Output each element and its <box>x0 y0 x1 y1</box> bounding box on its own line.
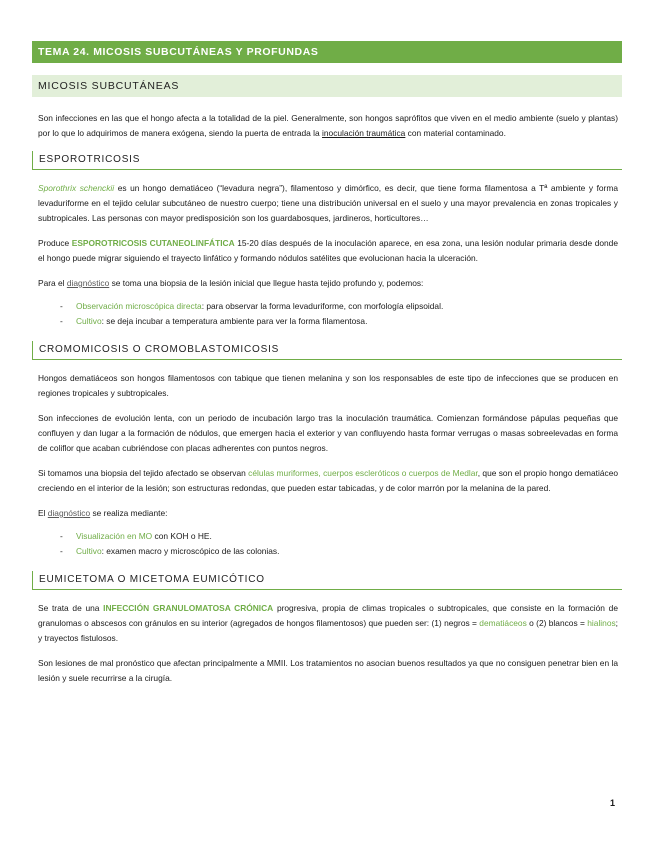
text-run: con material contaminado. <box>405 128 506 138</box>
text-run: 15-20 días después de la inoculación aparece, en esa zona, una lesión nodular primaria desde donde el hongo puede migrar siguiendo el trayecto linfático y formando nódulos satélites que evolucionan hacia la ulceración. <box>38 238 618 263</box>
list-item-term: Visualización en MO <box>76 531 153 541</box>
highlight-term: ESPOROTRICOSIS CUTANEOLINFÁTICA <box>71 238 235 248</box>
term-inoculacion-traumatica: inoculación traumática <box>322 128 406 138</box>
highlight-term: hialinos <box>587 618 616 628</box>
text-run: con KOH o HE. <box>152 531 212 541</box>
text-run: : examen macro y microscópico de las colonias. <box>101 546 280 556</box>
highlight-term: dematiáceos <box>479 618 527 628</box>
highlight-term: INFECCIÓN GRANULOMATOSA CRÓNICA <box>103 603 274 613</box>
list-item-term: Observación microscópica directa <box>76 301 202 311</box>
subsection-heading-cromomicosis: CROMOMICOSIS O CROMOBLASTOMICOSIS <box>32 341 622 360</box>
subsection-heading-esporotricosis: ESPOROTRICOSIS <box>32 151 622 170</box>
paragraph-diagnostico <box>32 276 622 291</box>
diagnostic-list <box>32 299 622 329</box>
paragraph-cromo-diagnostico <box>32 506 622 521</box>
text-run: Para el <box>38 278 67 288</box>
document-page <box>32 41 622 696</box>
list-item <box>60 299 622 314</box>
paragraph-intro <box>32 111 622 141</box>
text-run: es un hongo dematiáceo (“levadura negra”), filamentoso y dimórfico, es decir, que tiene forma filamentosa a Tª ambiente y forma levaduriforme en el tejido celular subcutáneo de nuestro cuerpo; tiene una distribución universal en el suelo y una mayor prevalencia en zonas tropicales y subtropicales. Las personas con mayor predisposición son los guardabosques, jardineros, horticultores… <box>38 183 618 223</box>
text-run: Si tomamos una biopsia del tejido afectado se observan <box>38 468 249 478</box>
paragraph-cromo-1: Hongos dematiáceos son hongos filamentosos con tabique que tienen melanina y son los responsables de este tipo de infecciones que se producen en regiones tropicales y subtropicales. <box>38 373 618 398</box>
text-run: o (2) blancos = <box>526 618 588 628</box>
text-run: Son infecciones en las que el hongo afecta a la totalidad de la piel. Generalmente, son hongos saprófitos que viven en el medio ambiente (suelo y plantas) por lo que lo adquirimos de manera exógena, siendo la puerta de entrada la <box>38 113 618 138</box>
text-run: se toma una biopsia de la lesión inicial que llegue hasta tejido profundo y, podemos: <box>109 278 424 288</box>
highlight-term: células muriformes, cuerpos escleróticos o cuerpos de Medlar <box>248 468 478 478</box>
text-run: se realiza mediante: <box>90 508 168 518</box>
text-run: ; y trayectos fistulosos. <box>38 618 618 643</box>
organism-name: Sporothrix schenckii <box>38 183 115 193</box>
text-run: : para observar la forma levaduriforme, con morfología elipsoidal. <box>201 301 444 311</box>
term-diagnostico: diagnóstico <box>66 278 110 288</box>
term-diagnostico: diagnóstico <box>47 508 91 518</box>
paragraph-cromo-2: Son infecciones de evolución lenta, con un periodo de incubación largo tras la inoculación traumática. Comienzan formándose pápulas pequeñas que confluyen y dan lugar a la formación de nódulos, que emergen hacia el exterior y van confluyendo hasta formar verrugas o masas sobreelevadas en forma de coliflor que acaban cubriéndose con placas adherentes con puntos negros. <box>38 413 618 453</box>
subsection-heading-eumicetoma: EUMICETOMA O MICETOMA EUMICÓTICO <box>32 571 622 590</box>
text-run: Produce <box>38 238 72 248</box>
paragraph-sporothrix <box>32 181 622 226</box>
paragraph-eumi-1 <box>32 601 622 646</box>
list-item-term: Cultivo <box>76 316 102 326</box>
list-item <box>60 544 622 559</box>
text-run: , que son el propio hongo dematiáceo creciendo en el interior de la lesión; son estructuras redondas, que pueden estar tabicadas, y de color marrón por la melanina de la pared. <box>38 468 619 493</box>
paragraph-eumi-2: Son lesiones de mal pronóstico que afectan principalmente a MMII. Los tratamientos no asocian buenos resultados ya que no consiguen penetrar bien en la lesión y suele recurrirse a la cirugía. <box>38 658 618 683</box>
text-run: progresiva, propia de climas tropicales o subtropicales, que consiste en la formación de granulomas o abscesos con gránulos en su interior (agregados de hongos filamentosos) que pueden ser: (1) negros = <box>38 603 618 628</box>
page-number: 1 <box>609 798 615 808</box>
list-item <box>60 314 622 329</box>
text-run: : se deja incubar a temperatura ambiente para ver la forma filamentosa. <box>101 316 368 326</box>
list-item-term: Cultivo <box>76 546 102 556</box>
diagnostic-list <box>32 529 622 559</box>
list-item <box>60 529 622 544</box>
text-run: El <box>38 508 48 518</box>
paragraph-cutaneolinfatica <box>32 236 622 266</box>
section-heading-micosis-subcutaneas: MICOSIS SUBCUTÁNEAS <box>32 75 622 97</box>
document-title: TEMA 24. MICOSIS SUBCUTÁNEAS Y PROFUNDAS <box>32 41 622 63</box>
paragraph-cromo-3 <box>32 466 622 496</box>
text-run: Se trata de una <box>38 603 104 613</box>
